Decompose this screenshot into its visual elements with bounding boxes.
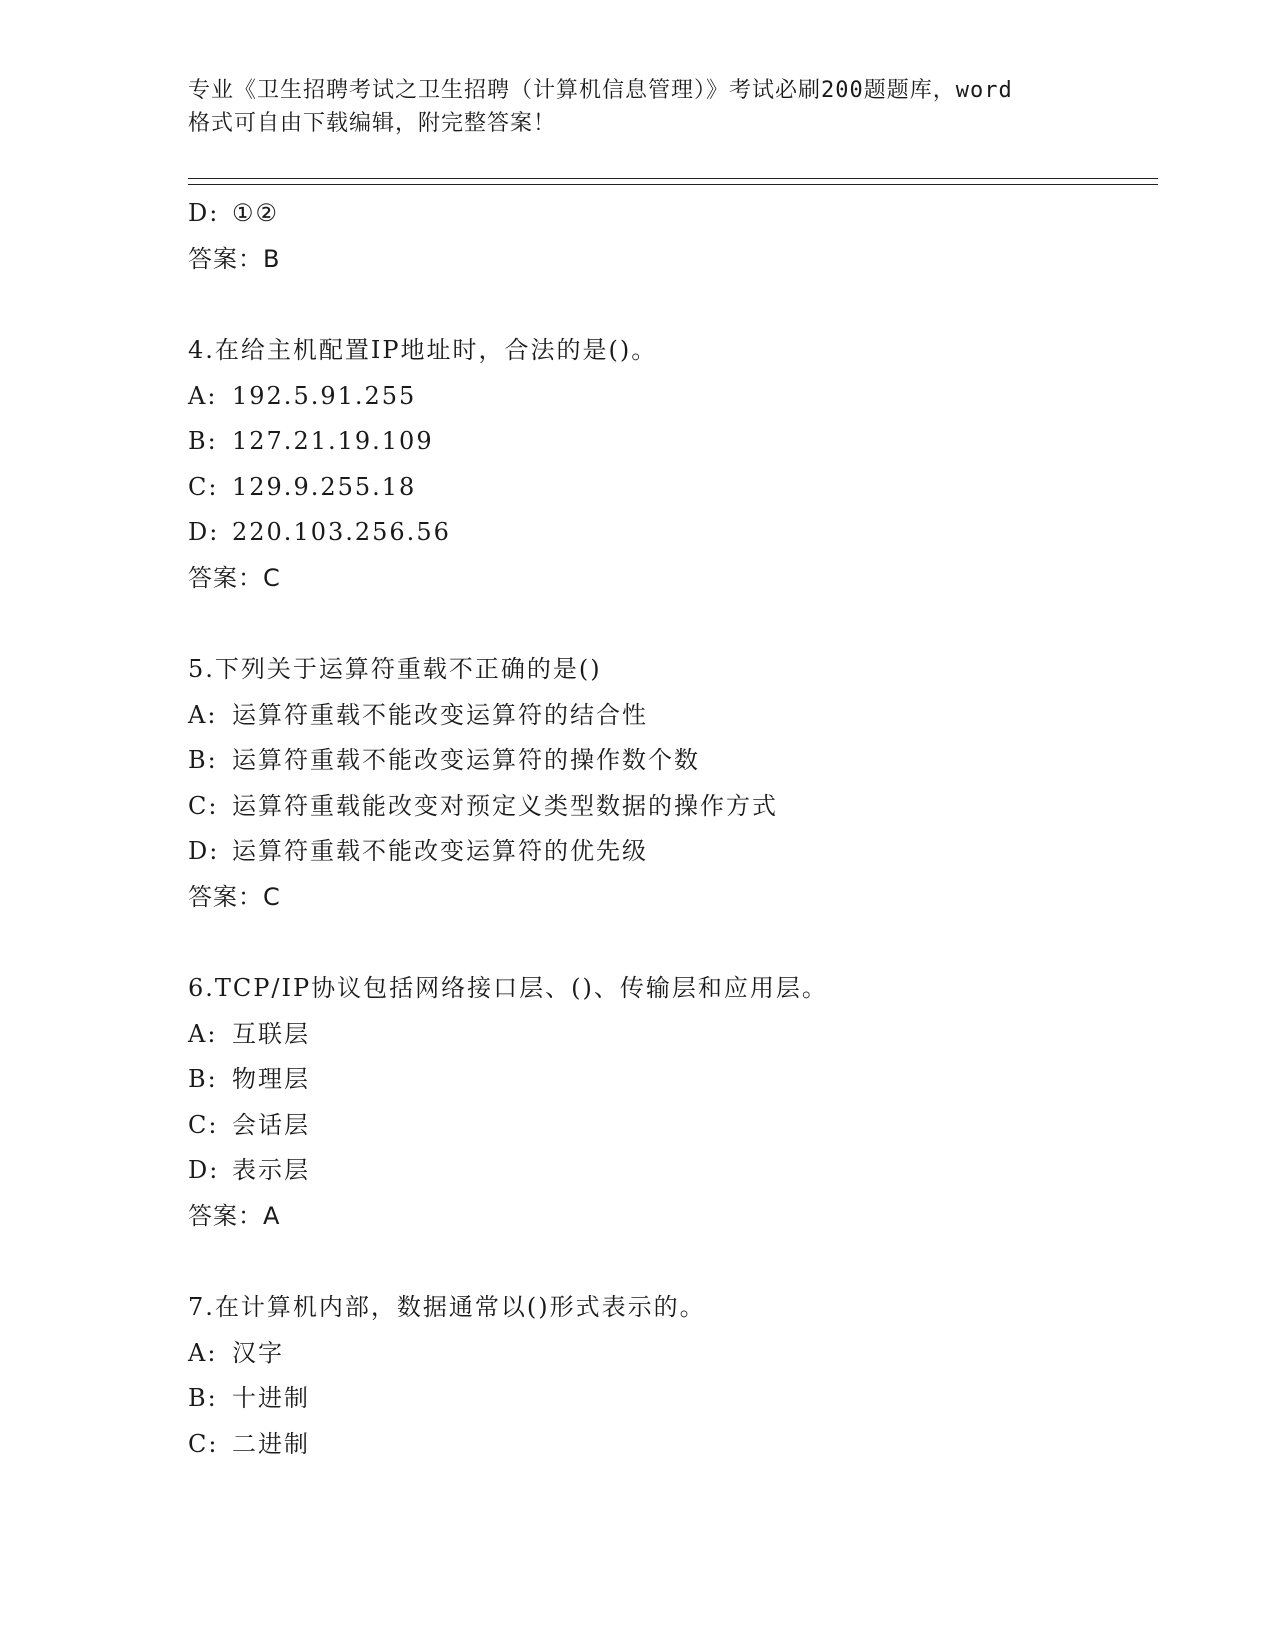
option-a: [188, 1014, 1158, 1060]
option-text: 二进制: [232, 1429, 310, 1458]
option-text: 互联层: [232, 1019, 310, 1048]
option-label: C:: [188, 1429, 219, 1458]
option-text: 129.9.255.18: [232, 472, 417, 501]
option-label: D:: [188, 1156, 220, 1184]
option-label: C:: [188, 472, 219, 501]
option-text: 127.21.19.109: [232, 427, 434, 455]
question-stem: 4.在给主机配置IP地址时，合法的是()。: [188, 336, 658, 364]
option-label: D:: [188, 199, 220, 227]
option-b: [188, 1378, 1158, 1424]
option-label: A:: [188, 1019, 218, 1048]
option-text: 运算符重载不能改变运算符的结合性: [232, 700, 648, 729]
option-label: D:: [188, 837, 220, 865]
option-text: 运算符重载不能改变运算符的优先级: [232, 837, 648, 865]
option-c: [188, 467, 1158, 513]
option-text: 汉字: [232, 1338, 284, 1367]
option-text: 会话层: [232, 1110, 310, 1139]
option-text: ①②: [232, 199, 280, 227]
question-stem: 7.在计算机内部，数据通常以()形式表示的。: [188, 1293, 706, 1321]
question-stem: 5.下列关于运算符重载不正确的是(): [188, 655, 602, 683]
option-c: [188, 786, 1158, 832]
option-label: B:: [188, 746, 218, 774]
question-stem: 6.TCP/IP协议包括网络接口层、()、传输层和应用层。: [188, 974, 828, 1002]
option-text: 220.103.256.56: [232, 518, 451, 546]
option-label: C:: [188, 791, 219, 820]
option-text: 十进制: [232, 1384, 310, 1412]
option-label: D:: [188, 518, 220, 546]
header-divider-top: [188, 178, 1158, 179]
option-d: [188, 193, 1158, 239]
document-header: [188, 74, 1088, 140]
option-label: B:: [188, 1065, 218, 1093]
option-text: 运算符重载不能改变运算符的操作数个数: [232, 746, 700, 774]
option-d: [188, 831, 1158, 877]
header-line-2: 格式可自由下载编辑，附完整答案！: [188, 111, 557, 136]
answer-line: 答案：B: [188, 244, 281, 273]
option-d: [188, 1150, 1158, 1196]
option-label: A:: [188, 1338, 218, 1367]
option-text: 表示层: [232, 1156, 310, 1184]
option-text: 192.5.91.255: [232, 381, 417, 410]
option-text: 运算符重载能改变对预定义类型数据的操作方式: [232, 791, 778, 820]
answer-line: 答案：C: [188, 563, 281, 592]
header-line-1: 专业《卫生招聘考试之卫生招聘（计算机信息管理）》考试必刷200题题库，word: [188, 78, 1013, 103]
option-a: [188, 376, 1158, 422]
option-c: [188, 1424, 1158, 1470]
option-a: [188, 695, 1158, 741]
answer-line: 答案：C: [188, 882, 281, 911]
option-a: [188, 1333, 1158, 1379]
option-c: [188, 1105, 1158, 1151]
option-text: 物理层: [232, 1065, 310, 1093]
option-label: A:: [188, 381, 218, 410]
answer-line: 答案：A: [188, 1201, 281, 1230]
option-b: [188, 1059, 1158, 1105]
option-b: [188, 421, 1158, 467]
question-list: [188, 193, 1158, 1469]
option-label: B:: [188, 1384, 218, 1412]
option-label: B:: [188, 427, 218, 455]
header-divider-bottom: [188, 184, 1158, 185]
option-d: [188, 512, 1158, 558]
option-label: C:: [188, 1110, 219, 1139]
option-label: A:: [188, 700, 218, 729]
option-b: [188, 740, 1158, 786]
